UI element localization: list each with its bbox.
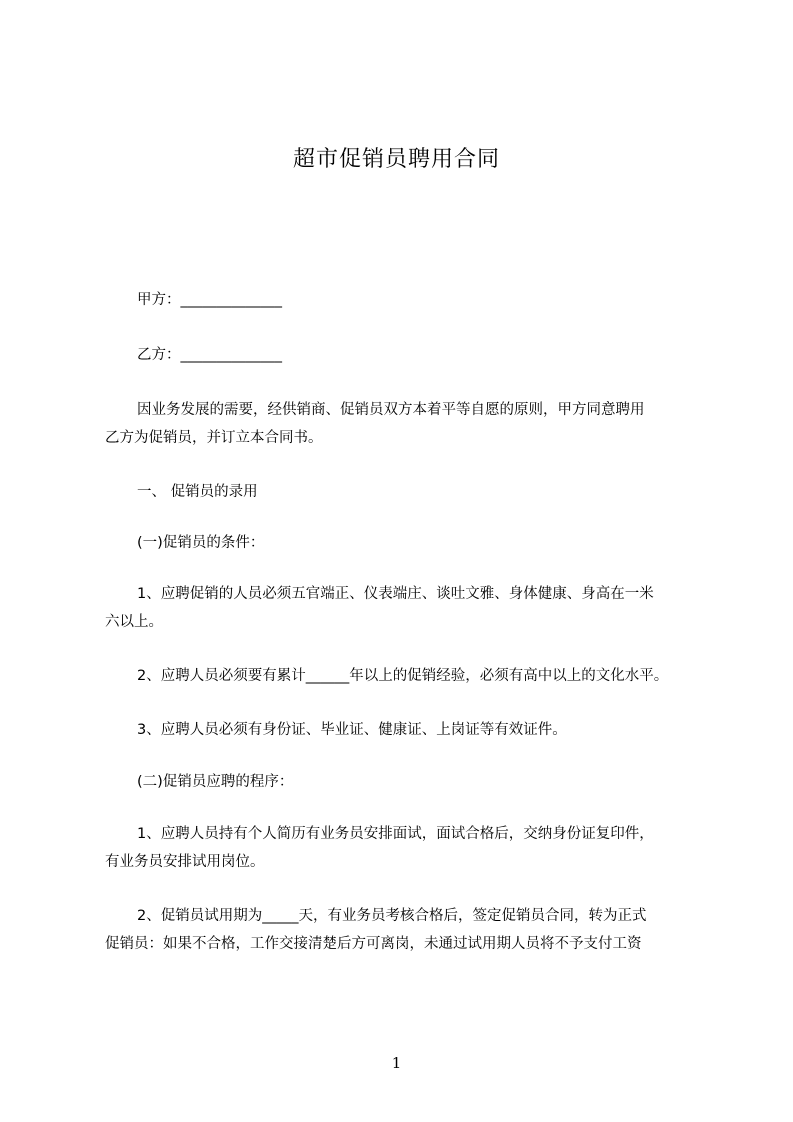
procedure-item-1-line-2: 有业务员安排试用岗位。: [105, 854, 265, 870]
subsection-heading-2: (二)促销员应聘的程序：: [137, 774, 294, 790]
intro-paragraph: [105, 396, 725, 452]
intro-line-2: 乙方为促销员，并订立本合同书。: [105, 430, 323, 446]
intro-line-1: 因业务发展的需要，经供销商、促销员双方本着平等自愿的原则，甲方同意聘用: [137, 402, 645, 418]
party-a-line: 甲方：______________: [137, 292, 282, 308]
condition-item-1: [105, 580, 725, 636]
procedure-item-1: [105, 820, 725, 876]
procedure-item-2-line-1: 2、促销员试用期为_____天，有业务员考核合格后，签定促销员合同，转为正式: [137, 908, 647, 924]
procedure-item-2-line-2: 促销员：如果不合格，工作交接清楚后方可离岗，未通过试用期人员将不予支付工资: [105, 936, 642, 952]
page-number: 1: [391, 1054, 402, 1072]
condition-item-1-line-2: 六以上。: [105, 614, 163, 630]
condition-item-1-line-1: 1、应聘促销的人员必须五官端正、仪表端庄、谈吐文雅、身体健康、身高在一米: [137, 586, 654, 602]
section-heading-1: 一、 促销员的录用: [137, 484, 258, 500]
condition-item-3: 3、应聘人员必须有身份证、毕业证、健康证、上岗证等有效证件。: [137, 722, 567, 738]
party-b-line: 乙方：______________: [137, 347, 282, 363]
procedure-item-2: [105, 902, 725, 958]
subsection-heading-1: (一)促销员的条件：: [137, 535, 265, 551]
document-title: 超市促销员聘用合同: [292, 147, 500, 172]
procedure-item-1-line-1: 1、应聘人员持有个人简历有业务员安排面试，面试合格后，交纳身份证复印件，: [137, 826, 654, 842]
condition-item-2: 2、应聘人员必须要有累计______年以上的促销经验，必须有高中以上的文化水平。: [137, 668, 669, 684]
